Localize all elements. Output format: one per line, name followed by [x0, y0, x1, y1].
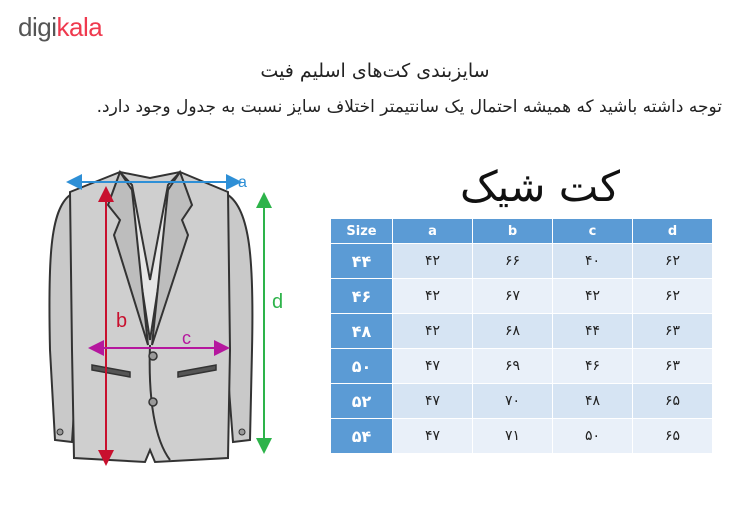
cell-a: ۴۲	[393, 244, 473, 279]
cell-size: ۵۴	[331, 419, 393, 454]
cell-d: ۶۵	[633, 384, 713, 419]
cell-b: ۶۷	[473, 279, 553, 314]
cell-d: ۶۵	[633, 419, 713, 454]
cell-c: ۴۲	[553, 279, 633, 314]
cell-b: ۶۹	[473, 349, 553, 384]
measure-label-a: a	[238, 174, 247, 191]
header-c: c	[553, 219, 633, 244]
table-title: کت شیک	[459, 162, 621, 211]
jacket-button	[149, 398, 157, 406]
table-row	[331, 279, 713, 314]
cell-size: ۴۴	[331, 244, 393, 279]
measure-label-b: b	[116, 310, 128, 332]
cell-size: ۴۸	[331, 314, 393, 349]
logo-part-digi: digi	[18, 12, 57, 42]
page-title: سایزبندی کت‌های اسلیم فیت	[260, 60, 490, 82]
cell-size: ۵۰	[331, 349, 393, 384]
digikala-logo[interactable]	[18, 12, 102, 43]
table-row	[331, 349, 713, 384]
cell-c: ۴۴	[553, 314, 633, 349]
measure-label-d: d	[272, 291, 284, 313]
logo-part-kala: kala	[56, 12, 103, 42]
cell-b: ۷۱	[473, 419, 553, 454]
measure-label-c: c	[182, 328, 191, 348]
jacket-button	[149, 352, 157, 360]
cell-c: ۵۰	[553, 419, 633, 454]
cell-a: ۴۷	[393, 384, 473, 419]
cell-d: ۶۲	[633, 244, 713, 279]
table-row	[331, 314, 713, 349]
table-row	[331, 244, 713, 279]
cell-d: ۶۳	[633, 314, 713, 349]
cell-c: ۴۶	[553, 349, 633, 384]
header-b: b	[473, 219, 553, 244]
cell-d: ۶۳	[633, 349, 713, 384]
header-size: Size	[331, 219, 393, 244]
cell-b: ۶۸	[473, 314, 553, 349]
cell-a: ۴۷	[393, 419, 473, 454]
cell-b: ۶۶	[473, 244, 553, 279]
cell-a: ۴۲	[393, 314, 473, 349]
cell-a: ۴۷	[393, 349, 473, 384]
cell-size: ۵۲	[331, 384, 393, 419]
table-header-row	[331, 219, 713, 244]
cell-a: ۴۲	[393, 279, 473, 314]
header-a: a	[393, 219, 473, 244]
table-row	[331, 419, 713, 454]
header-d: d	[633, 219, 713, 244]
table-row	[331, 384, 713, 419]
jacket-diagram	[30, 150, 320, 520]
cell-c: ۴۰	[553, 244, 633, 279]
cell-c: ۴۸	[553, 384, 633, 419]
size-note: توجه داشته باشید که همیشه احتمال یک سانتیمتر اختلاف سایز نسبت به جدول وجود دارد.	[96, 97, 722, 117]
size-table	[330, 218, 713, 454]
cell-size: ۴۶	[331, 279, 393, 314]
cell-d: ۶۲	[633, 279, 713, 314]
cell-b: ۷۰	[473, 384, 553, 419]
